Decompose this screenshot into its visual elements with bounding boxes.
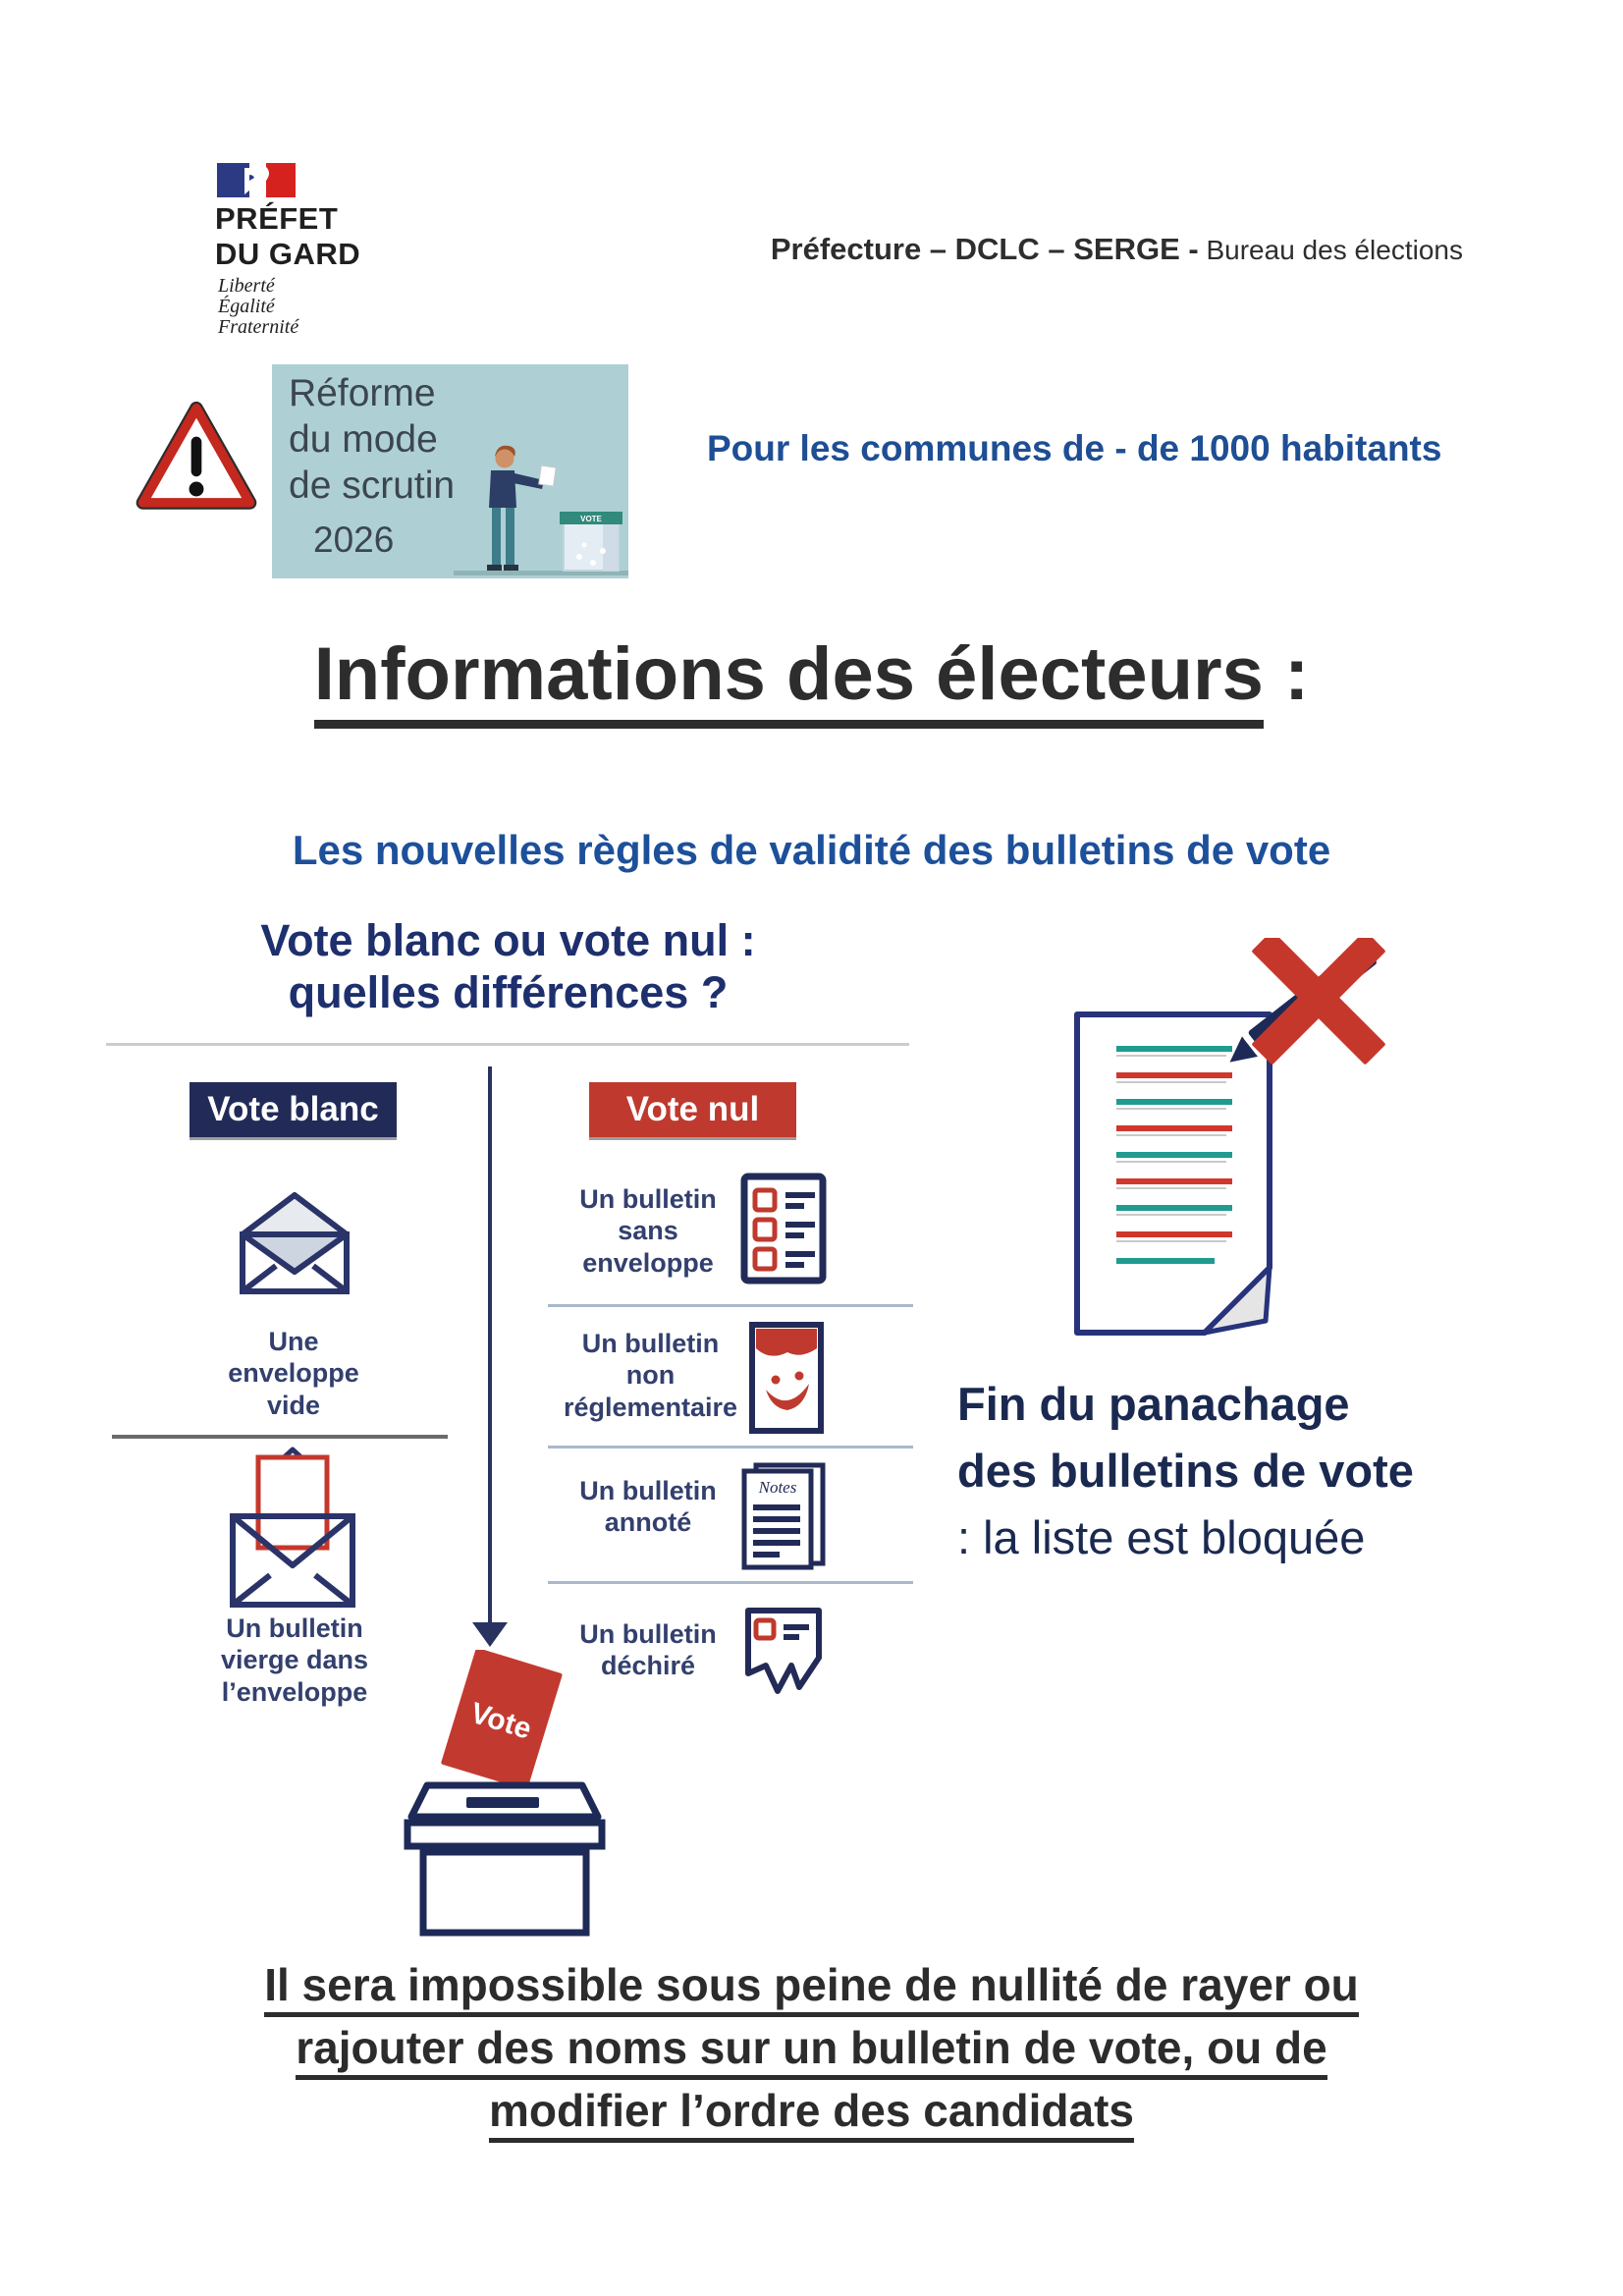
logo-line2: DU GARD (215, 236, 361, 271)
warning-triangle-icon (134, 397, 259, 519)
ballot-box-with-vote-card-icon (398, 1650, 614, 1940)
vote-blanc-badge: Vote blanc (189, 1082, 397, 1137)
mini-vote-box-label: VOTE (580, 515, 602, 523)
panachage-bold: Fin du panachage des bulletins de vote (957, 1378, 1414, 1498)
torn-ballot-icon (738, 1603, 829, 1703)
office-line-bold: Préfecture – DCLC – SERGE - (770, 232, 1199, 266)
page-title (0, 631, 1623, 717)
logo-line1: PRÉFET (215, 201, 339, 236)
smiley-ballot-icon (746, 1318, 827, 1438)
down-arrow-icon (472, 1622, 508, 1647)
prefecture-logo-name (215, 201, 360, 272)
footer-line1-text: Il sera impossible sous peine de nullité de rayer ou (264, 1959, 1359, 2017)
reform-line3: de scrutin (289, 464, 456, 507)
republic-motto (218, 276, 298, 338)
panachage-regular: : la liste est bloquée (957, 1511, 1366, 1564)
vote-nul-divider (548, 1446, 913, 1449)
reform-banner-title (289, 371, 455, 509)
vote-nul-item-label: Un bulletin sans enveloppe (579, 1184, 717, 1278)
red-cross-icon (1251, 938, 1385, 1066)
column-divider-line (488, 1066, 492, 1622)
vote-nul-divider (548, 1581, 913, 1584)
infographic-heading (108, 914, 908, 1018)
blocked-list-pen-cross-illustration (1055, 938, 1434, 1350)
page-subtitle: Les nouvelles règles de validité des bulletins de vote (292, 827, 1331, 873)
notes-icon-text: Notes (758, 1478, 797, 1497)
motto-egalite: Égalité (218, 296, 275, 317)
infographic-heading-line1: Vote blanc ou vote nul : (260, 915, 756, 965)
footer-statement-line (0, 2021, 1623, 2084)
motto-liberte: Liberté (218, 275, 275, 297)
vote-card-label: Vote (466, 1696, 536, 1746)
envelope-with-blank-ballot-icon (221, 1446, 364, 1611)
empty-envelope-icon (233, 1183, 356, 1299)
vote-nul-item-label: Un bulletin annoté (579, 1476, 717, 1538)
vote-nul-divider (548, 1304, 913, 1307)
footer-line3-text: modifier l’ordre des candidats (489, 2085, 1134, 2143)
reform-line1: Réforme (289, 372, 436, 414)
reform-year: 2026 (313, 519, 395, 560)
vote-blanc-item-label: Un bulletin vierge dans l’enveloppe (220, 1613, 369, 1707)
footer-statement-line (0, 1958, 1623, 2021)
vote-blanc-item-label: Une enveloppe vide (228, 1327, 359, 1420)
vote-blanc-divider (112, 1435, 448, 1439)
voter-ballot-box-illustration (454, 429, 628, 578)
audience-line: Pour les communes de - de 1000 habitants (707, 428, 1442, 468)
infographic-heading-line2: quelles différences ? (288, 967, 729, 1018)
infographic-top-rule (106, 1043, 909, 1046)
footer-statement (0, 1958, 1623, 2147)
motto-fraternite: Fraternité (218, 316, 299, 338)
vote-nul-badge: Vote nul (589, 1082, 796, 1137)
reform-banner (272, 364, 628, 578)
panachage-statement (957, 1371, 1434, 1571)
french-flag-marianne-icon (217, 163, 299, 197)
ballot-checkboxes-icon (738, 1171, 829, 1286)
vote-nul-item-label: Un bulletin non réglementaire (563, 1329, 738, 1422)
page-title-text: Informations des électeurs (314, 632, 1264, 729)
page-title-suffix: : (1263, 632, 1310, 716)
office-line-regular: Bureau des élections (1206, 235, 1463, 265)
footer-statement-line (0, 2084, 1623, 2147)
footer-line2-text: rajouter des noms sur un bulletin de vote, ou de (296, 2022, 1326, 2080)
annotated-ballot-icon (738, 1461, 829, 1571)
office-header-line (771, 232, 1463, 267)
vote-nul-item-label: Un bulletin déchiré (579, 1619, 717, 1681)
reform-line2: du mode (289, 417, 438, 461)
